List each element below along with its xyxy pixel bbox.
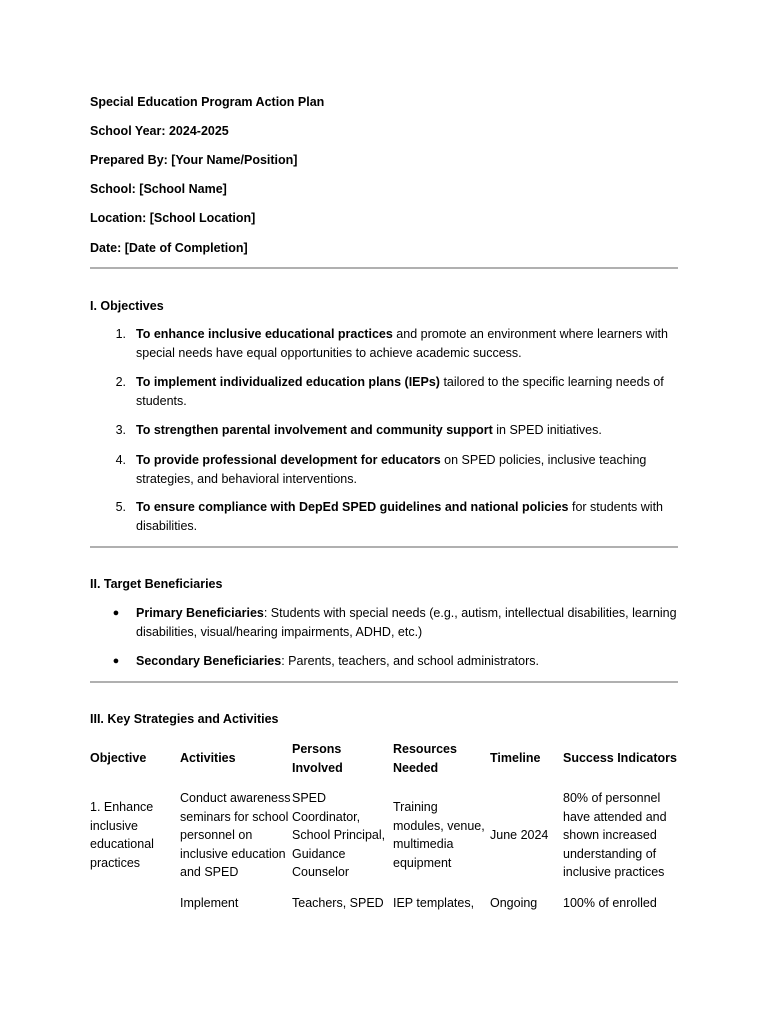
list-number: 4. bbox=[115, 453, 126, 467]
school-location: Location: [School Location] bbox=[90, 211, 256, 225]
section-title-beneficiaries: II. Target Beneficiaries bbox=[90, 577, 223, 591]
objective-text: in SPED initiatives. bbox=[492, 423, 602, 437]
table-cell: 80% of personnel have attended and shown increased understanding of inclusive practices bbox=[563, 791, 667, 879]
objective-lead: To enhance inclusive educational practices bbox=[136, 327, 393, 341]
table-row bbox=[90, 777, 678, 894]
objective-item bbox=[90, 451, 678, 488]
column-header-timeline: Timeline bbox=[490, 751, 541, 766]
beneficiary-text: : Students with special needs (e.g., autism, intellectual disabilities, learning disabilities, visual/hearing impairments, ADHD, etc.) bbox=[136, 606, 677, 639]
table-cell: 100% of enrolled bbox=[563, 895, 657, 910]
objective-text: for students with disabilities. bbox=[136, 500, 663, 533]
objective-item bbox=[90, 498, 678, 535]
table-cell: SPED Coordinator, School Principal, Guidance Counselor bbox=[292, 791, 386, 879]
column-header-success: Success Indicators bbox=[563, 751, 677, 766]
column-header-resources: Resources Needed bbox=[393, 742, 457, 775]
prepared-by: Prepared By: [Your Name/Position] bbox=[90, 153, 298, 167]
objective-lead: To ensure compliance with DepEd SPED guidelines and national policies bbox=[136, 500, 569, 514]
table-cell: June 2024 bbox=[490, 828, 549, 842]
divider bbox=[90, 546, 678, 548]
section-title-objectives: I. Objectives bbox=[90, 299, 164, 313]
beneficiary-lead: Primary Beneficiaries bbox=[136, 606, 264, 620]
objective-lead: To strengthen parental involvement and community support bbox=[136, 423, 493, 437]
divider bbox=[90, 681, 678, 683]
strategies-table bbox=[90, 740, 678, 912]
list-number: 5. bbox=[115, 500, 126, 514]
school-year: School Year: 2024-2025 bbox=[90, 124, 229, 138]
column-header-persons: Persons Involved bbox=[292, 742, 343, 775]
objective-item bbox=[90, 325, 678, 362]
table-row bbox=[90, 894, 678, 913]
objective-text: on SPED policies, inclusive teaching strategies, and behavioral interventions. bbox=[136, 453, 647, 486]
objective-text: tailored to the specific learning needs of students. bbox=[136, 375, 664, 408]
document-title: Special Education Program Action Plan bbox=[90, 95, 325, 109]
table-cell bbox=[90, 894, 180, 913]
objective-lead: To provide professional development for educators bbox=[136, 453, 441, 467]
beneficiary-lead: Secondary Beneficiaries bbox=[136, 654, 282, 668]
table-cell: Ongoing bbox=[490, 895, 538, 910]
beneficiary-item bbox=[90, 652, 678, 671]
objective-lead: To implement individualized education plans (IEPs) bbox=[136, 375, 440, 389]
objective-text: and promote an environment where learners with special needs have equal opportunities to achieve academic success. bbox=[136, 327, 668, 360]
beneficiary-item bbox=[90, 604, 678, 641]
bullet-icon: ● bbox=[112, 607, 120, 619]
table-header-row bbox=[90, 740, 678, 777]
table-cell: IEP templates, bbox=[393, 895, 475, 910]
school-name: School: [School Name] bbox=[90, 182, 227, 196]
objective-item bbox=[90, 373, 678, 410]
completion-date: Date: [Date of Completion] bbox=[90, 241, 248, 255]
table-cell: Training modules, venue, multimedia equipment bbox=[393, 800, 485, 870]
section-title-strategies: III. Key Strategies and Activities bbox=[90, 712, 279, 726]
column-header-objective: Objective bbox=[90, 751, 147, 766]
list-number: 1. bbox=[115, 327, 126, 341]
beneficiary-text: : Parents, teachers, and school administrators. bbox=[281, 654, 539, 668]
table-cell: Teachers, SPED bbox=[292, 895, 384, 910]
objective-item bbox=[90, 421, 678, 440]
divider bbox=[90, 267, 678, 269]
list-number: 3. bbox=[115, 423, 126, 437]
table-cell: Implement bbox=[180, 895, 239, 910]
column-header-activities: Activities bbox=[180, 751, 236, 766]
list-number: 2. bbox=[115, 375, 126, 389]
table-cell: Conduct awareness seminars for school personnel on inclusive education and SPED bbox=[180, 791, 291, 879]
bullet-icon: ● bbox=[112, 655, 120, 667]
table-cell: 1. Enhance inclusive educational practices bbox=[90, 800, 154, 870]
